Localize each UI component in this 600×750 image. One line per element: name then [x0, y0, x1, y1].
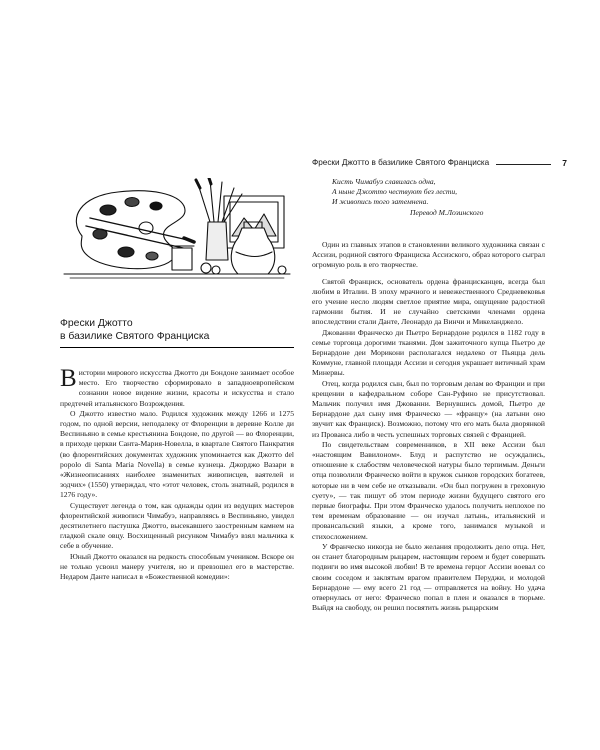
paragraph: Джованни Франческо ди Пьетро Бернардоне родился в 1182 году в семье торговца дорогими тканями. Дом зажиточного купца Пьетро де Бернардоне деи Морикони располагался недалеко от Пьяцца дель Коммуне, главной площади Ассизи и сегодня украшает витичный храм Минервы.	[312, 327, 545, 378]
page-number: 7	[562, 158, 567, 168]
drop-cap: В	[60, 365, 77, 392]
paragraph: Существует легенда о том, как однажды один из ведущих мастеров флорентийской живописи Чимабуэ, направляясь в Веспиньяно, увидел десятилетнего пастушка Джотто, высекавшего заостренным камнем на гладкой скале овцу. Восхищенный рисунком Чимабуэ взял мальчика к себе в обучение.	[60, 500, 294, 551]
paragraph-text: истории мирового искусства Джотто ди Бондоне занимает особое место. Его творчество сформировало в западноевропейском сознании новое видение жизни, красоты и искусства и стало предтечей итальянского Возрождения.	[60, 368, 294, 408]
chapter-rule	[60, 347, 294, 348]
paragraph: Один из главных этапов в становлении великого художника связан с Ассизи, родиной святого Франциска Ассизского, образ которого сыграл огромную роль в его творчестве.	[312, 240, 545, 270]
paragraph: У Франческо никогда не было желания продолжить дело отца. Нет, он станет благородным рыцарем, настоящим героем и будет совершать подвиги во имя высокой любви! В те времена герцог Ассизи воевал со своим соседом и заклятым врагом правителем Перуджи, и молодой Бернардоне — ему всего 21 год — отправляется на войну. Но удача отвернулась от него: Франческо попал в плен и оказался в тюрьме. Выйдя на свободу, он решил посвятить жизнь рыцарским	[312, 541, 545, 613]
paragraph: Юный Джотто оказался на редкость способным учеником. Вскоре он не только усвоил манеру учителя, но и превзошел его в мастерстве. Недаром Данте написал в «Божественной комедии»:	[60, 551, 294, 582]
paragraph	[60, 365, 294, 409]
chapter-title-line1: Фрески Джотто	[60, 318, 133, 329]
paragraph: По свидетельствам современников, в XII веке Ассизи был «настоящим Вавилоном». Блуд и распутство не осуждались, отношение к слабостям человеческой натуры было терпимым. Деньги отца позволили Франческо войти в кружок сынков городских богатеев, которые ни в чем себе не отказывали. «Он был погружен в греховную суету», — так пишут об этом периоде жизни будущего святого его первые биографы. При этом Франческо удалось получить неплохое по тем временам образование — он изучал латынь, итальянский и провансальский языки, а кроме того, занимался музыкой и стихосложением.	[312, 439, 545, 541]
paragraph: Отец, когда родился сын, был по торговым делам во Франции и при крещении в кафедральном соборе Сан-Руфино не присутствовал. Мальчик получил имя Джованни. Вернувшись домой, Пьетро де Бернардоне дал сыну имя Франческо — «францу» (на латыни оно звучит как Франциск). Возможно, потому что его мать была дворянкой из Прованса либо в честь успешных торговых связей с Францией.	[312, 378, 545, 439]
paragraph: О Джотто известно мало. Родился художник между 1266 и 1275 годом, по одной версии, неподалеку от Флоренции в деревне Колле ди Веспиньяно в семье крестьянина Бондоне, по другой — во Флоренции, в приходе церкви Санта-Мария-Новелла, в квартале Святого Панкратия (во флорентийских документах художник упоминается как Джотто del popolo di Santa Maria Novella) в семье кузнеца. Джорджо Вазари в «Жизнеописаниях наиболее знаменитых живописцев, ваятелей и зодчих» (1550) утверждал, что «этот человек, столь знатный, родился в 1276 году».	[60, 408, 294, 500]
chapter-title-line2: в базилике Святого Франциска	[60, 330, 210, 342]
header-rule	[496, 164, 551, 165]
poem-translator: Перевод М.Лозинского	[410, 208, 484, 217]
art-supplies-illustration	[60, 178, 294, 280]
chapter-heading	[60, 318, 294, 348]
poem-line: И живопись того затемнена.	[332, 197, 429, 206]
paragraph: Святой Франциск, основатель ордена францисканцев, всегда был любим в Италии. В эпоху мрачного и невежественного Средневековья его учение несло людям светлое приятие мира, ощущение радостной гармонии бытия. И не случайно светскими членами ордена впоследствии стали Данте, Леонардо да Винчи и Микеланджело.	[312, 276, 545, 327]
left-column	[60, 365, 294, 582]
poem-line: А ныне Джотто чествуют без лести,	[332, 187, 458, 196]
poem-line: Кисть Чимабуэ славилась одна,	[332, 177, 436, 186]
running-header	[312, 158, 567, 170]
right-column	[312, 240, 545, 613]
running-header-title: Фрески Джотто в базилике Святого Франциска	[312, 158, 490, 167]
poem-quote	[332, 177, 542, 218]
